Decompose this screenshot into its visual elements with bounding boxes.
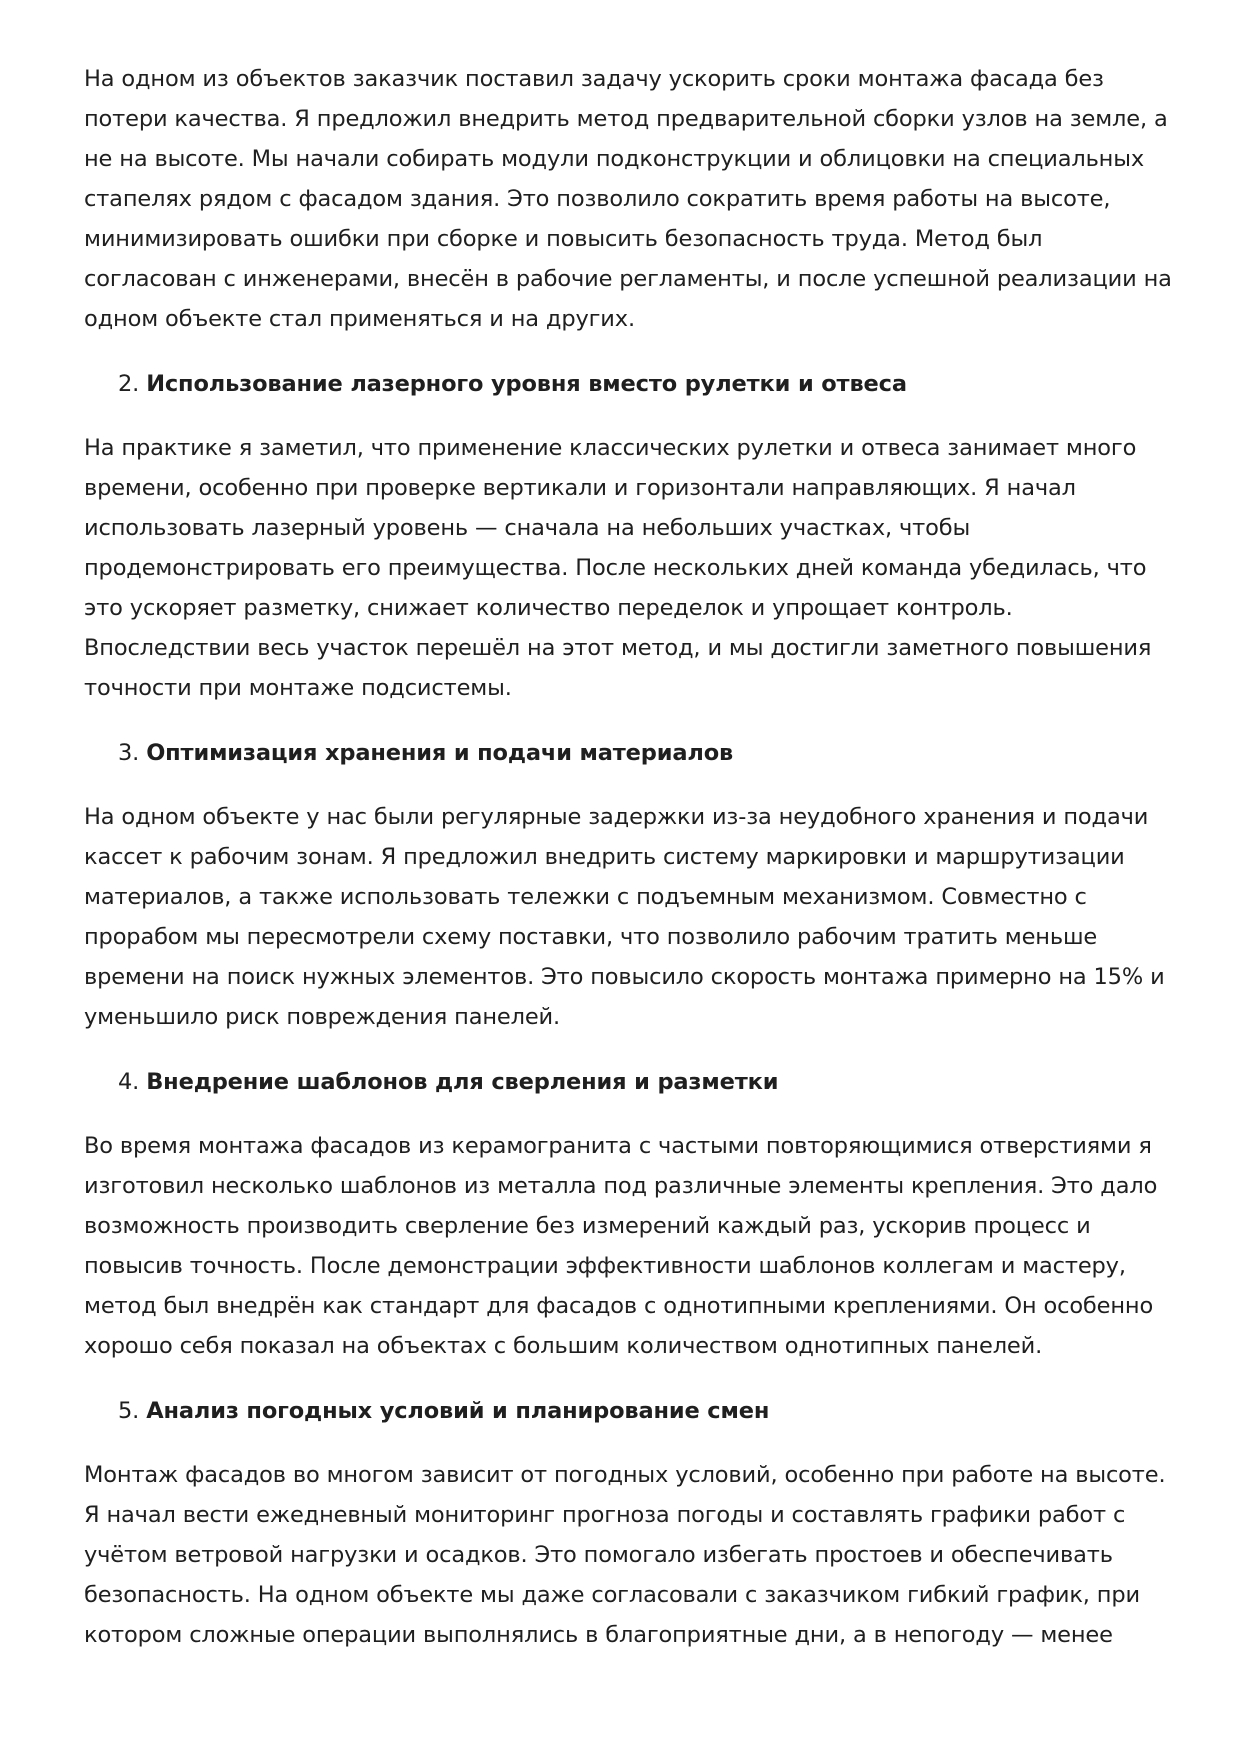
paragraph-weather: Монтаж фасадов во многом зависит от погодных условий, особенно при работе на высоте. Я начал вести ежедневный мониторинг прогноза погоды и составлять графики работ с учётом ветровой нагрузки и осадков. Это помогало избегать простоев и обеспечивать безопасность. На одном объекте мы даже согласовали с заказчиком гибкий график, при котором сложные операции выполнялись в благоприятные дни, а в непогоду — менее: [84, 1462, 1166, 1648]
section-number: 5.: [118, 1398, 140, 1424]
paragraph-materials: На одном объекте у нас были регулярные задержки из-за неудобного хранения и подачи кассет к рабочим зонам. Я предложил внедрить систему маркировки и маршрутизации материалов, а также использовать тележки с подъемным механизмом. Совместно с прорабом мы пересмотрели схему поставки, что позволило рабочим тратить меньше времени на поиск нужных элементов. Это повысило скорость монтажа примерно на 15% и уменьшило риск повреждения панелей.: [84, 804, 1165, 1030]
section-number: 2.: [118, 371, 140, 397]
section-heading-materials: [84, 733, 1174, 773]
section-heading-templates: [84, 1062, 1174, 1102]
section-title: Оптимизация хранения и подачи материалов: [146, 740, 734, 766]
section-number: 3.: [118, 740, 140, 766]
section-heading-weather: [84, 1391, 1174, 1431]
section-number: 4.: [118, 1069, 140, 1095]
section-title: Анализ погодных условий и планирование смен: [146, 1398, 770, 1424]
paragraph-prefabrication: На одном из объектов заказчик поставил задачу ускорить сроки монтажа фасада без потери качества. Я предложил внедрить метод предварительной сборки узлов на земле, а не на высоте. Мы начали собирать модули подконструкции и облицовки на специальных стапелях рядом с фасадом здания. Это позволило сократить время работы на высоте, минимизировать ошибки при сборке и повысить безопасность труда. Метод был согласован с инженерами, внесён в рабочие регламенты, и после успешной реализации на одном объекте стал применяться и на других.: [84, 66, 1172, 332]
section-title: Использование лазерного уровня вместо рулетки и отвеса: [146, 371, 907, 397]
section-title: Внедрение шаблонов для сверления и разметки: [146, 1069, 779, 1095]
section-heading-laser-level: [84, 364, 1174, 404]
paragraph-templates: Во время монтажа фасадов из керамогранита с частыми повторяющимися отверстиями я изготовил несколько шаблонов из металла под различные элементы крепления. Это дало возможность производить сверление без измерений каждый раз, ускорив процесс и повысив точность. После демонстрации эффективности шаблонов коллегам и мастеру, метод был внедрён как стандарт для фасадов с однотипными креплениями. Он особенно хорошо себя показал на объектах с большим количеством однотипных панелей.: [84, 1133, 1158, 1359]
paragraph-laser-level: На практике я заметил, что применение классических рулетки и отвеса занимает много времени, особенно при проверке вертикали и горизонтали направляющих. Я начал использовать лазерный уровень — сначала на небольших участках, чтобы продемонстрировать его преимущества. После нескольких дней команда убедилась, что это ускоряет разметку, снижает количество переделок и упрощает контроль. Впоследствии весь участок перешёл на этот метод, и мы достигли заметного повышения точности при монтаже подсистемы.: [84, 435, 1152, 701]
document-page: [84, 59, 1174, 1655]
